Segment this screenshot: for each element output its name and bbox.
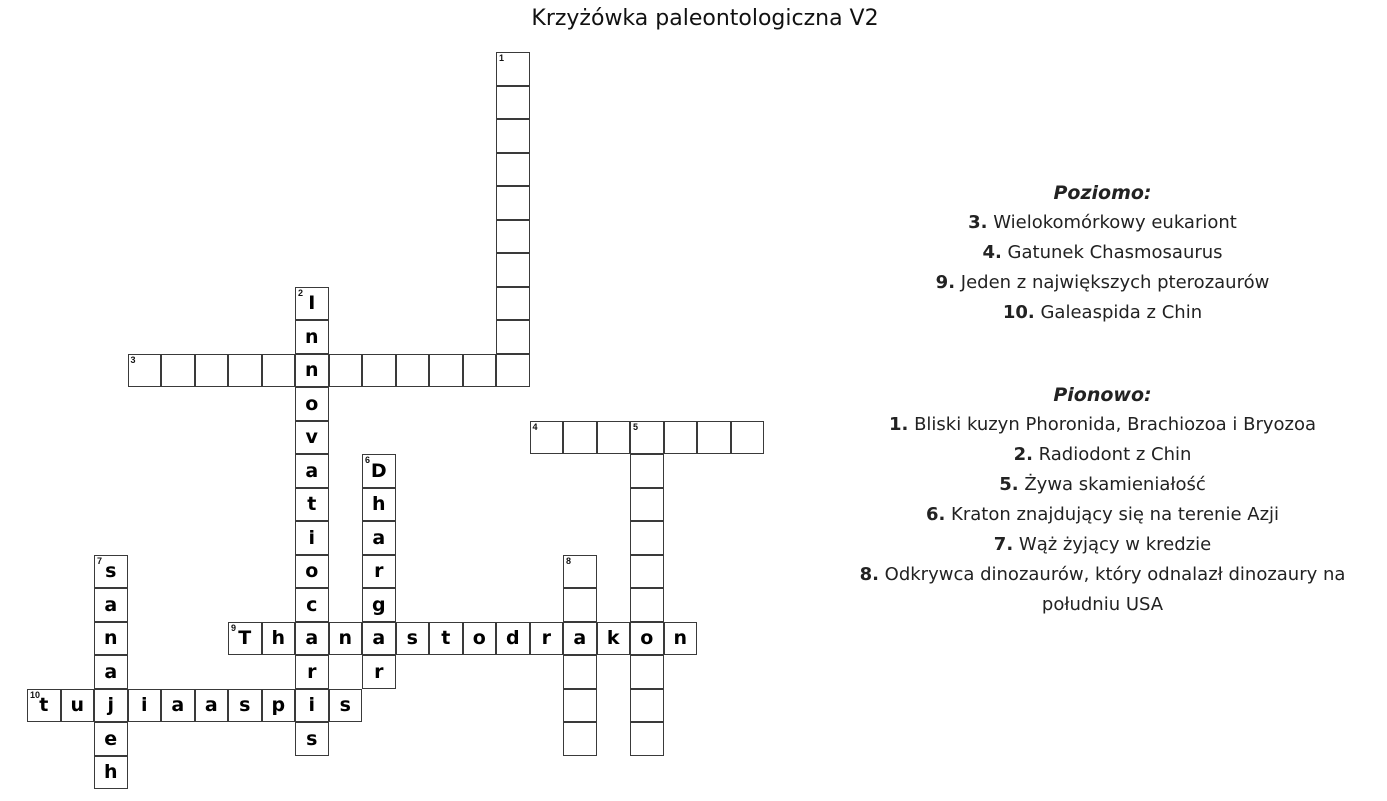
grid-cell[interactable] bbox=[329, 622, 363, 656]
grid-cell[interactable] bbox=[630, 689, 664, 723]
grid-cell[interactable] bbox=[563, 421, 597, 455]
grid-cell[interactable] bbox=[362, 454, 396, 488]
cell-letter: s bbox=[105, 560, 117, 583]
grid-cell[interactable] bbox=[94, 655, 128, 689]
cell-letter: s bbox=[306, 727, 318, 750]
cell-letter: a bbox=[104, 593, 118, 616]
grid-cell[interactable] bbox=[496, 220, 530, 254]
cell-letter: r bbox=[374, 660, 384, 683]
grid-cell[interactable] bbox=[295, 588, 329, 622]
grid-cell[interactable] bbox=[530, 622, 564, 656]
clue-number-label: 5 bbox=[633, 421, 639, 432]
cell-letter: h bbox=[371, 493, 386, 516]
clue-number-label: 3 bbox=[130, 354, 136, 365]
clue-number: 1. bbox=[888, 414, 909, 435]
grid-cell[interactable] bbox=[463, 354, 497, 388]
grid-cell[interactable] bbox=[496, 119, 530, 153]
down-heading: Pionowo: bbox=[1053, 384, 1152, 406]
grid-cell[interactable] bbox=[228, 622, 262, 656]
clue-text: Wąż żyjący w kredzie bbox=[1013, 534, 1212, 555]
grid-cell[interactable] bbox=[295, 555, 329, 589]
grid-cell[interactable] bbox=[329, 689, 363, 723]
cell-letter: s bbox=[239, 694, 251, 717]
grid-cell[interactable] bbox=[295, 488, 329, 522]
clue-number: 4. bbox=[982, 242, 1002, 263]
down-clue-1 bbox=[830, 410, 1375, 440]
grid-cell[interactable] bbox=[597, 622, 631, 656]
cell-letter: a bbox=[171, 694, 185, 717]
cell-letter: o bbox=[472, 627, 486, 650]
grid-cell[interactable] bbox=[496, 287, 530, 321]
grid-cell[interactable] bbox=[195, 354, 229, 388]
clue-text: Jeden z największych pterozaurów bbox=[955, 272, 1270, 293]
clue-number: 9. bbox=[935, 272, 956, 293]
cell-letter: n bbox=[338, 627, 353, 650]
clue-text: Galeaspida z Chin bbox=[1034, 302, 1203, 323]
cell-letter: r bbox=[374, 560, 384, 583]
grid-cell[interactable] bbox=[94, 722, 128, 756]
cell-letter: s bbox=[339, 694, 351, 717]
clue-number: 2. bbox=[1013, 444, 1033, 465]
clue-number: 8. bbox=[859, 564, 879, 585]
cell-letter: t bbox=[39, 694, 49, 717]
grid-cell[interactable] bbox=[664, 421, 698, 455]
cell-letter: a bbox=[104, 660, 118, 683]
across-heading: Poziomo: bbox=[1053, 182, 1152, 204]
grid-cell[interactable] bbox=[697, 421, 731, 455]
clue-text: Radiodont z Chin bbox=[1032, 444, 1192, 465]
grid-cell[interactable] bbox=[128, 354, 162, 388]
grid-cell[interactable] bbox=[161, 689, 195, 723]
grid-cell[interactable] bbox=[496, 52, 530, 86]
grid-cell[interactable] bbox=[630, 622, 664, 656]
cell-letter: a bbox=[573, 627, 587, 650]
clue-text: Bliski kuzyn Phoronida, Brachiozoa i Bryozoa bbox=[908, 414, 1317, 435]
grid-cell[interactable] bbox=[94, 756, 128, 790]
grid-cell[interactable] bbox=[630, 521, 664, 555]
across-clues bbox=[830, 208, 1375, 328]
clue-number-label: 9 bbox=[231, 622, 237, 633]
cell-letter: r bbox=[541, 627, 551, 650]
grid-cell[interactable] bbox=[664, 622, 698, 656]
cell-letter: d bbox=[505, 627, 520, 650]
grid-cell[interactable] bbox=[362, 488, 396, 522]
clue-number: 6. bbox=[925, 504, 946, 525]
grid-cell[interactable] bbox=[262, 354, 296, 388]
cell-letter: I bbox=[308, 292, 316, 315]
cell-letter: o bbox=[640, 627, 654, 650]
clue-number-label: 10 bbox=[30, 689, 41, 700]
grid-cell[interactable] bbox=[731, 421, 765, 455]
cell-letter: o bbox=[305, 392, 319, 415]
grid-cell[interactable] bbox=[563, 722, 597, 756]
grid-cell[interactable] bbox=[630, 555, 664, 589]
clue-text: Wielokomórkowy eukariont bbox=[987, 212, 1237, 233]
grid-cell[interactable] bbox=[94, 622, 128, 656]
across-clue-3 bbox=[830, 208, 1375, 238]
grid-cell[interactable] bbox=[362, 521, 396, 555]
cell-letter: t bbox=[307, 493, 317, 516]
clue-number: 3. bbox=[968, 212, 988, 233]
grid-cell[interactable] bbox=[228, 354, 262, 388]
across-clue-10 bbox=[830, 298, 1375, 328]
grid-cell[interactable] bbox=[496, 153, 530, 187]
cell-letter: i bbox=[308, 526, 315, 549]
grid-cell[interactable] bbox=[563, 655, 597, 689]
clue-number: 10. bbox=[1002, 302, 1035, 323]
down-clue-5 bbox=[830, 470, 1375, 500]
grid-cell[interactable] bbox=[496, 86, 530, 120]
grid-cell[interactable] bbox=[362, 555, 396, 589]
grid-cell[interactable] bbox=[195, 689, 229, 723]
grid-cell[interactable] bbox=[262, 689, 296, 723]
cell-letter: r bbox=[307, 660, 317, 683]
cell-letter: t bbox=[441, 627, 451, 650]
grid-cell[interactable] bbox=[563, 588, 597, 622]
cell-letter: p bbox=[271, 694, 286, 717]
grid-cell[interactable] bbox=[94, 588, 128, 622]
grid-cell[interactable] bbox=[295, 421, 329, 455]
grid-cell[interactable] bbox=[94, 555, 128, 589]
cell-letter: s bbox=[406, 627, 418, 650]
grid-cell[interactable] bbox=[295, 454, 329, 488]
grid-cell[interactable] bbox=[262, 622, 296, 656]
grid-cell[interactable] bbox=[530, 421, 564, 455]
grid-cell[interactable] bbox=[295, 655, 329, 689]
clue-number-label: 4 bbox=[532, 421, 538, 432]
clue-number-label: 6 bbox=[365, 455, 371, 465]
grid-cell[interactable] bbox=[362, 588, 396, 622]
puzzle-title: Krzyżówka paleontologiczna V2 bbox=[531, 6, 879, 31]
clue-text: Żywa skamieniałość bbox=[1018, 474, 1206, 495]
cell-letter: n bbox=[103, 627, 118, 650]
clue-text: Odkrywca dinozaurów, który odnalazł dinozaury na południu USA bbox=[878, 564, 1346, 615]
cell-letter: a bbox=[305, 459, 319, 482]
cell-letter: n bbox=[304, 359, 319, 382]
grid-cell[interactable] bbox=[295, 521, 329, 555]
grid-cell[interactable] bbox=[630, 655, 664, 689]
cell-letter: n bbox=[304, 325, 319, 348]
clue-text: Kraton znajdujący się na terenie Azji bbox=[945, 504, 1280, 525]
cell-letter: i bbox=[140, 694, 148, 717]
grid-cell[interactable] bbox=[295, 689, 329, 723]
cell-letter: n bbox=[673, 627, 688, 650]
grid-cell[interactable] bbox=[496, 354, 530, 388]
cell-letter: a bbox=[305, 627, 319, 650]
clue-number-label: 8 bbox=[566, 555, 572, 566]
grid-cell[interactable] bbox=[128, 689, 162, 723]
cell-letter: k bbox=[606, 627, 620, 650]
grid-cell[interactable] bbox=[463, 622, 497, 656]
down-clue-2 bbox=[830, 440, 1375, 470]
cell-letter: h bbox=[103, 761, 118, 784]
grid-cell[interactable] bbox=[295, 287, 329, 321]
grid-cell[interactable] bbox=[630, 454, 664, 488]
down-clue-6 bbox=[830, 500, 1375, 530]
grid-cell[interactable] bbox=[27, 689, 61, 723]
grid-cell[interactable] bbox=[630, 488, 664, 522]
clue-number: 7. bbox=[993, 534, 1014, 555]
grid-cell[interactable] bbox=[496, 186, 530, 220]
grid-cell[interactable] bbox=[496, 622, 530, 656]
grid-cell[interactable] bbox=[94, 689, 128, 723]
cell-letter: D bbox=[370, 459, 387, 482]
across-clue-4 bbox=[830, 238, 1375, 268]
cell-letter: g bbox=[371, 593, 386, 616]
grid-cell[interactable] bbox=[61, 689, 95, 723]
grid-cell[interactable] bbox=[630, 421, 664, 455]
cell-letter: i bbox=[308, 694, 315, 717]
grid-cell[interactable] bbox=[429, 354, 463, 388]
grid-cell[interactable] bbox=[597, 421, 631, 455]
grid-cell[interactable] bbox=[295, 722, 329, 756]
cell-letter: h bbox=[271, 627, 286, 650]
grid-cell[interactable] bbox=[295, 387, 329, 421]
grid-cell[interactable] bbox=[396, 622, 430, 656]
cell-letter: j bbox=[107, 694, 114, 717]
clue-number-label: 1 bbox=[499, 53, 505, 63]
down-clue-8 bbox=[830, 560, 1375, 620]
grid-cell[interactable] bbox=[329, 354, 363, 388]
cell-letter: a bbox=[204, 694, 218, 717]
grid-cell[interactable] bbox=[295, 320, 329, 354]
cell-letter: u bbox=[70, 694, 85, 717]
grid-cell[interactable] bbox=[563, 622, 597, 656]
grid-cell[interactable] bbox=[429, 622, 463, 656]
grid-cell[interactable] bbox=[396, 354, 430, 388]
grid-cell[interactable] bbox=[228, 689, 262, 723]
cell-letter: v bbox=[305, 426, 318, 449]
grid-cell[interactable] bbox=[362, 354, 396, 388]
cell-letter: a bbox=[372, 526, 386, 549]
clues-panel bbox=[830, 178, 1375, 620]
grid-cell[interactable] bbox=[362, 655, 396, 689]
down-clues bbox=[830, 410, 1375, 620]
grid-cell[interactable] bbox=[630, 722, 664, 756]
clue-text: Gatunek Chasmosaurus bbox=[1001, 242, 1223, 263]
cell-letter: e bbox=[104, 727, 118, 750]
grid-cell[interactable] bbox=[496, 253, 530, 287]
cell-letter: c bbox=[306, 593, 318, 616]
grid-cell[interactable] bbox=[563, 555, 597, 589]
clue-number: 5. bbox=[999, 474, 1019, 495]
cell-letter: T bbox=[238, 627, 252, 650]
grid-cell[interactable] bbox=[295, 354, 329, 388]
cell-letter: a bbox=[372, 627, 386, 650]
grid-cell[interactable] bbox=[362, 622, 396, 656]
grid-cell[interactable] bbox=[563, 689, 597, 723]
cell-letter: o bbox=[305, 560, 319, 583]
clue-number-label: 7 bbox=[97, 555, 103, 566]
grid-cell[interactable] bbox=[496, 320, 530, 354]
across-clue-9 bbox=[830, 268, 1375, 298]
clue-number-label: 2 bbox=[298, 287, 304, 298]
grid-cell[interactable] bbox=[630, 588, 664, 622]
grid-cell[interactable] bbox=[295, 622, 329, 656]
down-clue-7 bbox=[830, 530, 1375, 560]
grid-cell[interactable] bbox=[161, 354, 195, 388]
